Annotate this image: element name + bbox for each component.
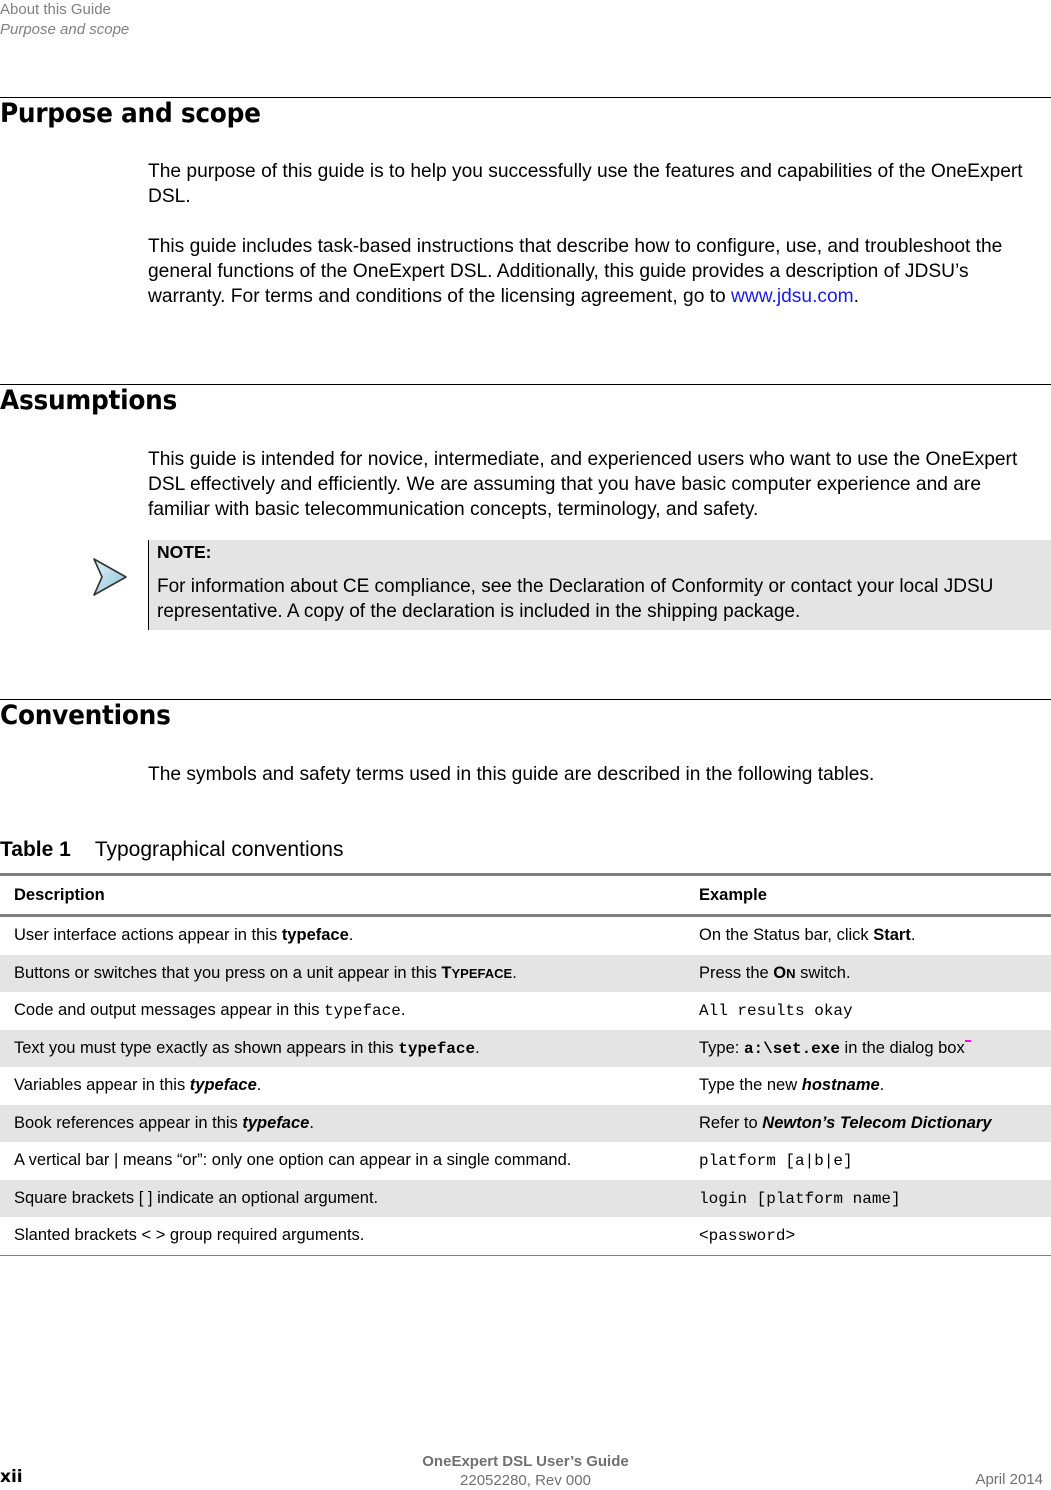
cell-description: Square brackets [ ] indicate an optional argument. (0, 1180, 689, 1218)
running-header-chapter: About this Guide (0, 1, 111, 18)
table-row (0, 1217, 1051, 1255)
table-number: Table 1 (0, 838, 71, 861)
purpose-paragraph-2 (148, 234, 1048, 309)
running-header (0, 0, 129, 40)
table-caption-text: Typographical conventions (94, 838, 344, 861)
table-row (0, 955, 1051, 993)
page-number: xii (0, 1467, 23, 1487)
footer-date: April 2014 (975, 1471, 1043, 1488)
table-row (0, 992, 1051, 1030)
note-box (148, 540, 1051, 630)
cell-description: Buttons or switches that you press on a unit appear in this TYPEFACE. (0, 955, 689, 993)
column-header-example: Example (689, 875, 1051, 916)
table-header-row (0, 875, 1051, 916)
cell-description: A vertical bar | means “or”: only one option can appear in a single command. (14, 1151, 572, 1170)
typographical-conventions-table (0, 873, 1051, 1256)
cell-example: Type the new hostname. (699, 1076, 885, 1095)
note-body: For information about CE compliance, see the Declaration of Conformity or contact your local JDSU representative. A copy of the declaration is included in the shipping package. (157, 576, 994, 622)
note-title: NOTE: (157, 542, 212, 562)
cell-description: Book references appear in this typeface. (0, 1105, 689, 1143)
jdsu-website-link[interactable]: www.jdsu.com (731, 286, 854, 307)
cell-example: On the Status bar, click Start. (699, 926, 916, 945)
conventions-paragraph: The symbols and safety terms used in this guide are described in the following tables. (148, 764, 875, 785)
running-header-section: Purpose and scope (0, 21, 130, 38)
cell-example: platform [a|b|e] (699, 1152, 853, 1171)
assumptions-body (148, 447, 1048, 522)
cell-example: login [platform name] (689, 1180, 1051, 1218)
purpose-paragraph-2-suffix: . (853, 286, 859, 307)
heading-conventions: Conventions (0, 700, 171, 731)
cell-example: Type: a:\set.exe in the dialog box (689, 1030, 1051, 1068)
heading-purpose-and-scope: Purpose and scope (0, 98, 261, 129)
table-row (0, 1180, 1051, 1218)
table-row (0, 1105, 1051, 1143)
column-header-description: Description (0, 875, 689, 916)
cell-example: <password> (689, 1217, 1051, 1255)
assumptions-paragraph: This guide is intended for novice, intermediate, and experienced users who want to use the OneExpert DSL effectively and efficiently. We are assuming that you have basic computer experience and are familiar with basic telecommunication concepts, terminology, and safety. (148, 449, 1018, 520)
table-row (0, 916, 1051, 955)
footer-guide-title: OneExpert DSL User’s Guide (422, 1453, 629, 1470)
note-arrow-icon (90, 557, 130, 597)
cell-description: Code and output messages appear in this typeface. (14, 1001, 406, 1021)
table-caption (0, 838, 343, 862)
cell-description: User interface actions appear in this typeface. (14, 926, 354, 945)
cell-description: Slanted brackets < > group required arguments. (0, 1217, 689, 1255)
cell-example: Refer to Newton’s Telecom Dictionary (689, 1105, 1051, 1143)
purpose-paragraph-1: The purpose of this guide is to help you successfully use the features and capabilities of the OneExpert DSL. (148, 161, 1023, 207)
table-row (0, 1067, 1051, 1105)
cell-example: Press the ON switch. (689, 955, 1051, 993)
table-row (0, 1142, 1051, 1180)
purpose-body (148, 159, 1048, 309)
purpose-paragraph-2-text: This guide includes task-based instructions that describe how to configure, use, and troubleshoot the general functions of the OneExpert DSL. Additionally, this guide provides a description of JDSU’s warranty. For terms and conditions of the licensing agreement, go to (148, 236, 1003, 307)
cell-example: All results okay (699, 1002, 853, 1021)
conventions-body (148, 762, 1048, 787)
heading-assumptions: Assumptions (0, 385, 178, 416)
table-row (0, 1030, 1051, 1068)
footer-center (0, 1452, 1051, 1490)
cell-description: Variables appear in this typeface. (14, 1076, 262, 1095)
edit-marker (965, 1040, 971, 1042)
footer-doc-number: 22052280, Rev 000 (460, 1472, 591, 1489)
cell-description: Text you must type exactly as shown appears in this typeface. (0, 1030, 689, 1068)
